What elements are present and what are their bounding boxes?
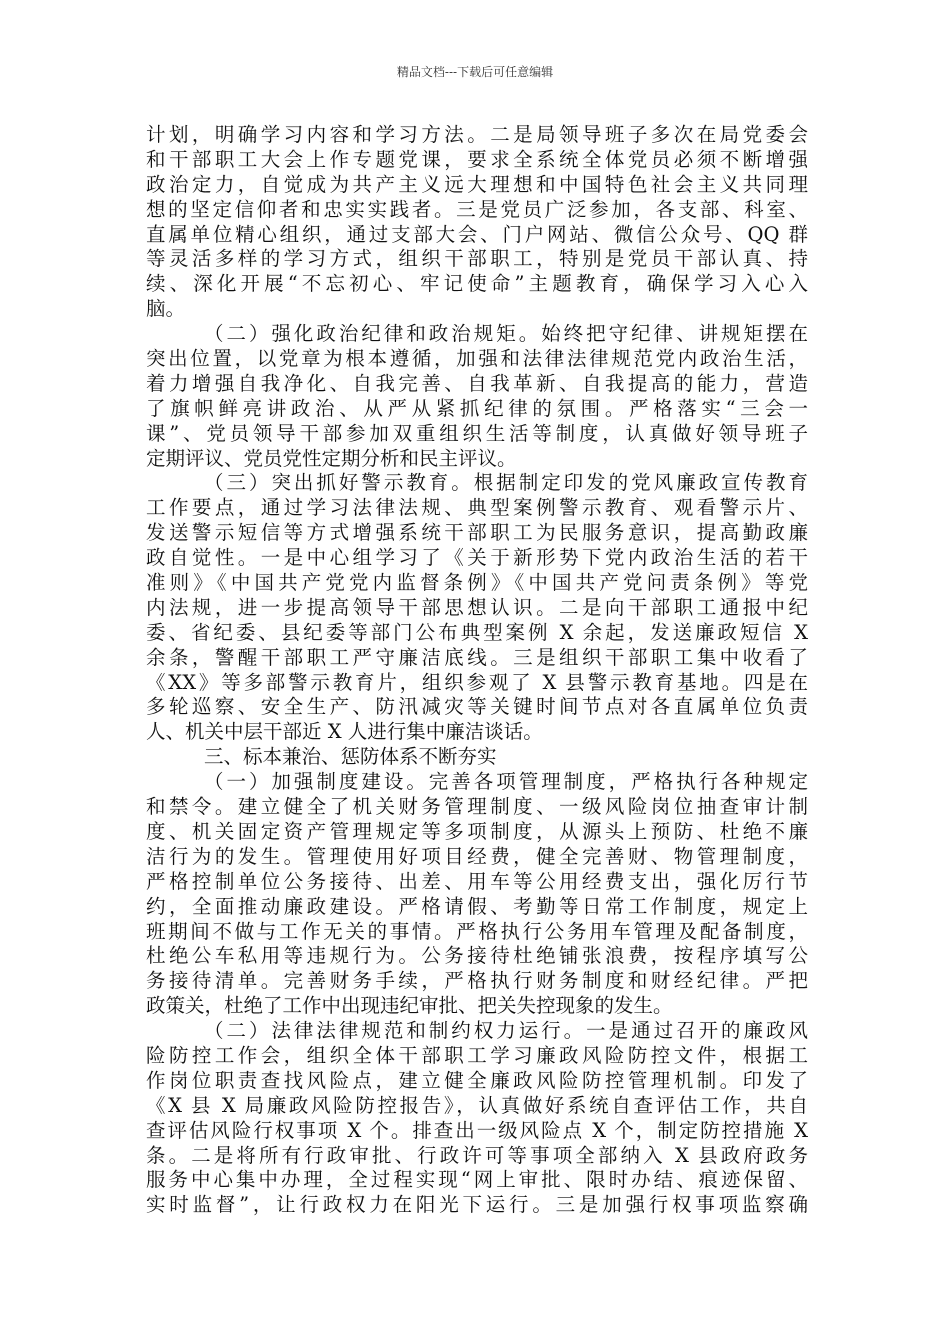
text-line: （三）突出抓好警示教育。根据制定印发的党风廉政宣传教育 bbox=[204, 471, 808, 495]
text-line: 多轮巡察、安全生产、防汛减灾等关键时间节点对各直属单位负责 bbox=[146, 695, 808, 719]
text-line: 险防控工作会，组织全体干部职工学习廉政风险防控文件，根据工 bbox=[146, 1043, 808, 1067]
document-body bbox=[146, 123, 808, 1218]
text-line: 定期评议、党员党性定期分析和民主评议。 bbox=[146, 446, 517, 470]
text-line: 续、深化开展“不忘初心、牢记使命”主题教育，确保学习入心入 bbox=[146, 272, 808, 296]
text-line: 洁行为的发生。管理使用好项目经费，健全完善财、物管理制度， bbox=[146, 844, 808, 868]
text-line: 作岗位职责查找风险点，建立健全廉政风险防控管理机制。印发了 bbox=[146, 1068, 808, 1092]
text-line: 脑。 bbox=[146, 297, 186, 321]
text-line: 约，全面推动廉政建设。严格请假、考勤等日常工作制度，规定上 bbox=[146, 894, 808, 918]
text-line: 实时监督”，让行政权力在阳光下运行。三是加强行权事项监察确 bbox=[146, 1193, 808, 1217]
text-line: 直属单位精心组织，通过支部大会、门户网站、微信公众号、QQ 群 bbox=[146, 222, 808, 246]
text-line: 想的坚定信仰者和忠实实践者。三是党员广泛参加，各支部、科室、 bbox=[146, 197, 808, 221]
text-line: 工作要点，通过学习法律法规、典型案例警示教育、观看警示片、 bbox=[146, 496, 808, 520]
text-line: 务接待清单。完善财务手续，严格执行财务制度和财经纪律。严把 bbox=[146, 969, 808, 993]
text-line: 课”、党员领导干部参加双重组织生活等制度，认真做好领导班子 bbox=[146, 421, 808, 445]
text-line: 人、机关中层干部近 X 人进行集中廉洁谈话。 bbox=[146, 720, 543, 744]
text-line: 杜绝公车私用等违规行为。公务接待杜绝铺张浪费，按程序填写公 bbox=[146, 944, 808, 968]
text-line: 查评估风险行权事项 X 个。排查出一级风险点 X 个，制定防控措施 X bbox=[146, 1118, 808, 1142]
text-line: 《X 县 X 局廉政风险防控报告》，认真做好系统自查评估工作，共自 bbox=[146, 1093, 808, 1117]
text-line: 三、标本兼治、惩防体系不断夯实 bbox=[204, 745, 497, 769]
text-line: 班期间不做与工作无关的事情。严格执行公务用车管理及配备制度， bbox=[146, 919, 808, 943]
text-line: 度、机关固定资产管理规定等多项制度，从源头上预防、杜绝不廉 bbox=[146, 819, 808, 843]
text-line: 余条，警醒干部职工严守廉洁底线。三是组织干部职工集中收看了 bbox=[146, 645, 808, 669]
text-line: 着力增强自我净化、自我完善、自我革新、自我提高的能力，营造 bbox=[146, 371, 808, 395]
text-line: 和禁令。建立健全了机关财务管理制度、一级风险岗位抽查审计制 bbox=[146, 795, 808, 819]
text-line: 《XX》等多部警示教育片，组织参观了 X 县警示教育基地。四是在 bbox=[146, 670, 808, 694]
text-line: 政策关，杜绝了工作中出现违纪审批、把关失控现象的发生。 bbox=[146, 994, 673, 1018]
text-line: 政自觉性。一是中心组学习了《关于新形势下党内政治生活的若干 bbox=[146, 546, 808, 570]
text-line: 准则》《中国共产党党内监督条例》《中国共产党问责条例》等党 bbox=[146, 571, 808, 595]
text-line: 计划，明确学习内容和学习方法。二是局领导班子多次在局党委会 bbox=[146, 123, 808, 146]
text-line: 政治定力，自觉成为共产主义远大理想和中国特色社会主义共同理 bbox=[146, 172, 808, 196]
text-line: 严格控制单位公务接待、出差、用车等公用经费支出，强化厉行节 bbox=[146, 869, 808, 893]
text-line: 内法规，进一步提高领导干部思想认识。二是向干部职工通报中纪 bbox=[146, 595, 808, 619]
text-line: （二）强化政治纪律和政治规矩。始终把守纪律、讲规矩摆在 bbox=[204, 322, 808, 346]
text-line: 等灵活多样的学习方式，组织干部职工，特别是党员干部认真、持 bbox=[146, 247, 808, 271]
text-line: （一）加强制度建设。完善各项管理制度，严格执行各种规定 bbox=[204, 770, 808, 794]
text-line: 委、省纪委、县纪委等部门公布典型案例 X 余起，发送廉政短信 X bbox=[146, 620, 808, 644]
page-header: 精品文档---下载后可任意编辑 bbox=[396, 65, 554, 79]
text-line: 条。二是将所有行政审批、行政许可等事项全部纳入 X 县政府政务 bbox=[146, 1143, 808, 1167]
text-line: 了旗帜鲜亮讲政治、从严从紧抓纪律的氛围。严格落实“三会一 bbox=[146, 396, 808, 420]
text-line: 发送警示短信等方式增强系统干部职工为民服务意识，提高勤政廉 bbox=[146, 521, 808, 545]
text-line: （二）法律法律规范和制约权力运行。一是通过召开的廉政风 bbox=[204, 1019, 808, 1043]
text-line: 服务中心集中办理，全过程实现“网上审批、限时办结、痕迹保留、 bbox=[146, 1168, 808, 1192]
text-line: 和干部职工大会上作专题党课，要求全系统全体党员必须不断增强 bbox=[146, 147, 808, 171]
text-line: 突出位置，以党章为根本遵循，加强和法律法律规范党内政治生活， bbox=[146, 347, 808, 371]
